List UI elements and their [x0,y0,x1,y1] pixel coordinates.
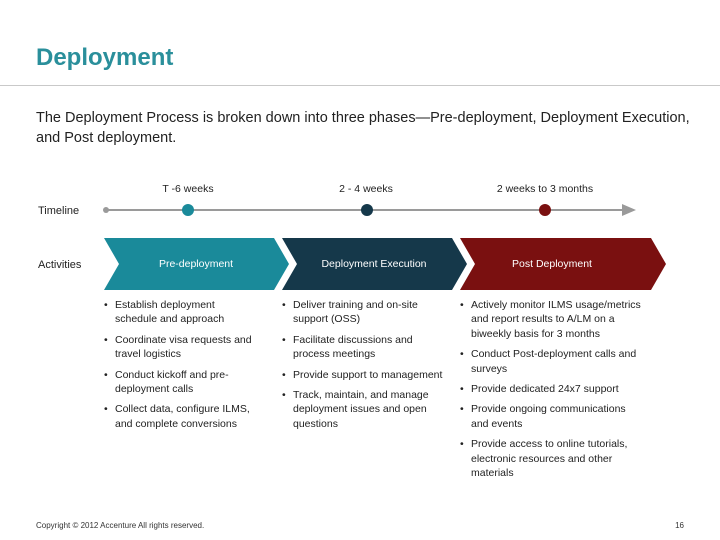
activity-item: • Collect data, configure ILMS, and complete conversions [104,402,254,431]
activities-post [460,298,645,486]
slide-title: Deployment [36,44,174,71]
activities-pre [104,298,254,437]
activity-item: • Track, maintain, and manage deployment issues and open questions [282,388,444,431]
chevron-label-execution: Deployment Execution [321,258,427,270]
activity-item: • Provide ongoing communications and events [460,402,645,431]
timeline-arrowhead [622,204,636,216]
phase-duration-pre: T -6 weeks [162,183,214,195]
activity-item: • Establish deployment schedule and approach [104,298,254,327]
phase-duration-execution: 2 - 4 weeks [339,183,393,195]
timeline-label: Timeline [38,205,80,217]
phase-duration-post: 2 weeks to 3 months [496,183,594,195]
activity-item: • Actively monitor ILMS usage/metrics and report results to A/LM on a biweekly basis for 3 months [460,298,645,341]
copyright-footer: Copyright © 2012 Accenture All rights reserved. [36,521,205,530]
activity-item: • Provide access to online tutorials, electronic resources and other materials [460,437,645,480]
timeline [0,196,720,226]
activities-label: Activities [38,259,82,271]
activity-item: • Conduct kickoff and pre-deployment calls [104,368,254,397]
milestone-pre-deployment [182,204,194,216]
activity-item: • Conduct Post-deployment calls and surveys [460,347,645,376]
activity-item: • Provide support to management [282,368,444,382]
title-divider [0,85,720,86]
activity-item: • Deliver training and on-site support (OSS) [282,298,444,327]
activities-execution [282,298,444,437]
activity-item: • Provide dedicated 24x7 support [460,382,645,396]
milestone-deployment-execution [361,204,373,216]
milestone-post-deployment [539,204,551,216]
chevron-label-post: Post Deployment [512,258,592,270]
activity-item: • Facilitate discussions and process meetings [282,333,444,362]
page-number: 16 [675,521,684,530]
intro-text: The Deployment Process is broken down into three phases—Pre-deployment, Deployment Execution, and Post deployment. [36,110,690,146]
chevron-label-pre: Pre-deployment [158,258,234,270]
timeline-start-dot [103,207,109,213]
activity-item: • Coordinate visa requests and travel logistics [104,333,254,362]
